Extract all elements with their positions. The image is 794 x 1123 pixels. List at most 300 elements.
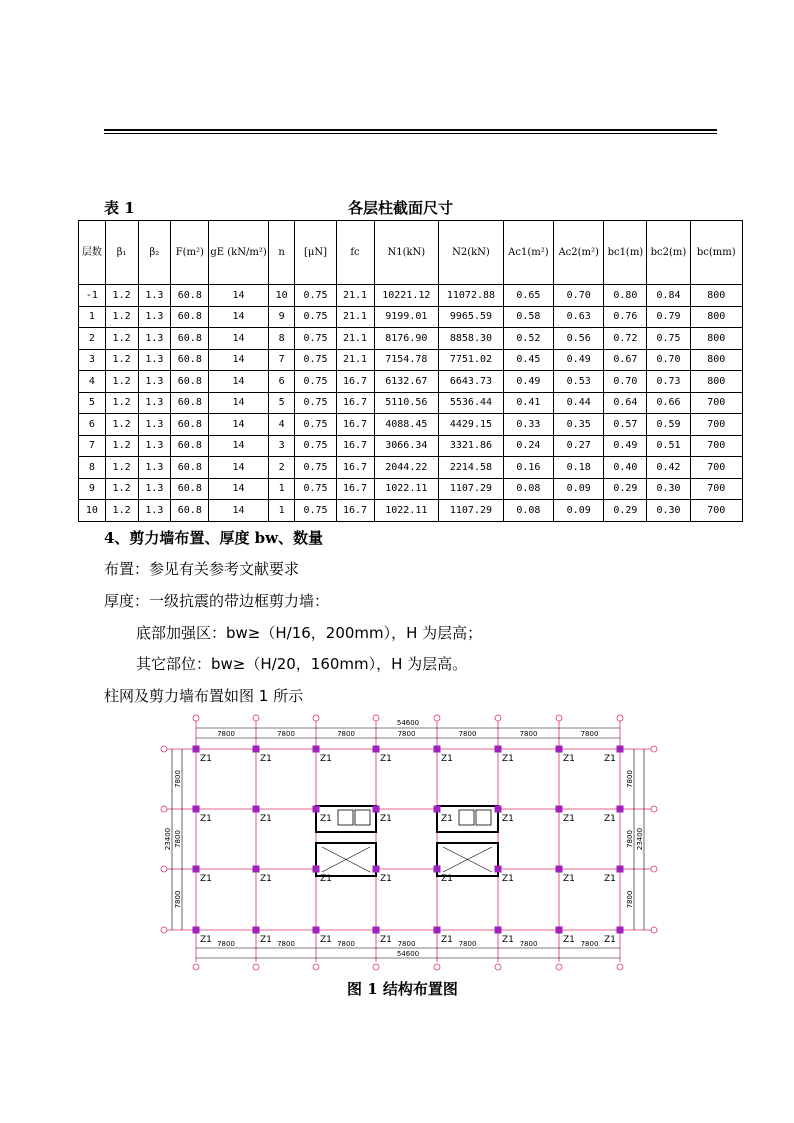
table-cell: 0.65: [503, 285, 553, 307]
column-label: Z1: [604, 814, 616, 824]
table-cell: -1: [79, 285, 106, 307]
column-label: Z1: [200, 814, 212, 824]
table-cell: 14: [209, 285, 269, 307]
column-marker: [434, 866, 441, 873]
header-rule: [104, 129, 717, 131]
column-label: Z1: [502, 754, 514, 764]
axis-bubble: [651, 866, 657, 872]
column-marker: [617, 746, 624, 753]
table-cell: 0.66: [647, 392, 690, 414]
table-cell: 0.57: [604, 414, 647, 436]
table-cell: 0.45: [503, 349, 553, 371]
table-cell: 0.67: [604, 349, 647, 371]
column-marker: [373, 806, 380, 813]
table-cell: 16.7: [336, 392, 374, 414]
table-cell: 3321.86: [439, 435, 504, 457]
table-cell: 60.8: [171, 500, 209, 522]
figure-caption: 图 1 结构布置图: [347, 980, 458, 998]
column-section-table: [78, 220, 743, 522]
table-cell: 0.24: [503, 435, 553, 457]
table-cell: 0.64: [604, 392, 647, 414]
header-cell: bc2(m): [647, 221, 690, 285]
table-cell: 1.3: [138, 414, 171, 436]
table-cell: 6: [79, 414, 106, 436]
bay-width-label: 7800: [174, 890, 182, 909]
table-cell: 1.3: [138, 392, 171, 414]
table-cell: 8858.30: [439, 328, 504, 350]
table-cell: 1.2: [105, 414, 138, 436]
table-cell: 0.30: [647, 500, 690, 522]
axis-bubble: [495, 715, 501, 721]
bay-length-label: 7800: [458, 940, 477, 948]
table-cell: 60.8: [171, 414, 209, 436]
table-cell: 8: [268, 328, 295, 350]
table-cell: 9: [79, 478, 106, 500]
table-cell: 0.49: [604, 435, 647, 457]
axis-bubble: [313, 964, 319, 970]
table-row: [79, 414, 743, 436]
table-cell: 9965.59: [439, 306, 504, 328]
table-cell: 0.35: [554, 414, 604, 436]
column-label: Z1: [563, 874, 575, 884]
table-cell: 8176.90: [374, 328, 439, 350]
table-cell: 1: [79, 306, 106, 328]
table-cell: 5: [79, 392, 106, 414]
table-cell: 6: [268, 371, 295, 393]
table-cell: 60.8: [171, 478, 209, 500]
header-cell: β₁: [105, 221, 138, 285]
column-label: Z1: [320, 814, 332, 824]
column-marker: [556, 927, 563, 934]
table-cell: 60.8: [171, 435, 209, 457]
table-cell: 0.75: [647, 328, 690, 350]
header-cell: N2(kN): [439, 221, 504, 285]
column-label: Z1: [441, 814, 453, 824]
table-cell: 21.1: [336, 306, 374, 328]
table-cell: 0.49: [554, 349, 604, 371]
header-cell: F(m²): [171, 221, 209, 285]
table-cell: 5110.56: [374, 392, 439, 414]
column-label: Z1: [320, 935, 332, 945]
table-cell: 0.29: [604, 478, 647, 500]
header-cell: bc1(m): [604, 221, 647, 285]
table-cell: 0.16: [503, 457, 553, 479]
table-cell: 1.3: [138, 500, 171, 522]
bay-length-label: 7800: [277, 940, 295, 948]
table-cell: 0.72: [604, 328, 647, 350]
column-marker: [313, 866, 320, 873]
table-cell: 700: [690, 478, 742, 500]
bay-length-label: 7800: [337, 730, 355, 738]
axis-bubble: [193, 715, 199, 721]
header-cell: gE (kN/m²): [209, 221, 269, 285]
column-label: Z1: [200, 874, 212, 884]
table-cell: 0.49: [503, 371, 553, 393]
table-cell: 2214.58: [439, 457, 504, 479]
table-cell: 1022.11: [374, 478, 439, 500]
table-cell: 60.8: [171, 285, 209, 307]
table-cell: 14: [209, 478, 269, 500]
column-marker: [373, 866, 380, 873]
bay-length-label: 7800: [580, 940, 599, 948]
table-row: [79, 478, 743, 500]
column-label: Z1: [260, 935, 272, 945]
total-width-label: 23400: [636, 827, 644, 851]
table-cell: 1.3: [138, 306, 171, 328]
layout-text: 布置：参见有关参考文献要求: [104, 560, 300, 578]
column-label: Z1: [320, 874, 332, 884]
table-row: [79, 371, 743, 393]
table-cell: 9: [268, 306, 295, 328]
table-cell: 700: [690, 435, 742, 457]
table-cell: 0.30: [647, 478, 690, 500]
table-cell: 1.2: [105, 457, 138, 479]
table-cell: 1.2: [105, 478, 138, 500]
table-cell: 1.2: [105, 349, 138, 371]
column-marker: [434, 746, 441, 753]
header-cell: fc: [336, 221, 374, 285]
table-cell: 3: [79, 349, 106, 371]
other-zone-text: 其它部位：bw≥（H/20，160mm），H 为层高。: [136, 655, 468, 673]
table-cell: 14: [209, 414, 269, 436]
column-marker: [193, 866, 200, 873]
header-cell: [μN]: [295, 221, 336, 285]
table-cell: 0.73: [647, 371, 690, 393]
table-cell: 0.79: [647, 306, 690, 328]
table-cell: 7154.78: [374, 349, 439, 371]
table-cell: 0.80: [604, 285, 647, 307]
column-marker: [495, 866, 502, 873]
axis-bubble: [161, 746, 167, 752]
table-cell: 0.08: [503, 500, 553, 522]
table-cell: 0.75: [295, 414, 336, 436]
table-body: [79, 285, 743, 522]
table-cell: 0.58: [503, 306, 553, 328]
bay-length-label: 7800: [337, 940, 355, 948]
column-label: Z1: [260, 814, 272, 824]
bay-length-label: 7800: [397, 730, 416, 738]
column-marker: [313, 746, 320, 753]
column-marker: [495, 806, 502, 813]
table-cell: 700: [690, 457, 742, 479]
table-cell: 0.76: [604, 306, 647, 328]
table-row: [79, 457, 743, 479]
column-label: Z1: [502, 874, 514, 884]
table-cell: 3: [268, 435, 295, 457]
column-marker: [253, 746, 260, 753]
table-cell: 800: [690, 349, 742, 371]
axis-bubble: [253, 964, 259, 970]
axis-bubble: [253, 715, 259, 721]
table-cell: 60.8: [171, 371, 209, 393]
header-cell: N1(kN): [374, 221, 439, 285]
header-cell: β₂: [138, 221, 171, 285]
table-row: [79, 392, 743, 414]
column-marker: [495, 927, 502, 934]
table-cell: 1: [268, 500, 295, 522]
table-cell: 1.2: [105, 500, 138, 522]
table-cell: 16.7: [336, 457, 374, 479]
table-title: 各层柱截面尺寸: [348, 199, 454, 217]
axis-bubble: [434, 715, 440, 721]
table-cell: 0.33: [503, 414, 553, 436]
header-rule-thin: [104, 133, 717, 134]
table-cell: 14: [209, 349, 269, 371]
table-cell: 700: [690, 414, 742, 436]
table-cell: 1: [268, 478, 295, 500]
table-cell: 0.41: [503, 392, 553, 414]
table-cell: 14: [209, 457, 269, 479]
column-marker: [373, 927, 380, 934]
column-marker: [193, 927, 200, 934]
column-marker: [434, 927, 441, 934]
table-row: [79, 349, 743, 371]
axis-bubble: [556, 964, 562, 970]
column-label: Z1: [200, 754, 212, 764]
axis-bubble: [651, 927, 657, 933]
column-marker: [373, 746, 380, 753]
bay-length-label: 7800: [277, 730, 295, 738]
column-marker: [617, 866, 624, 873]
column-label: Z1: [441, 754, 453, 764]
bay-length-label: 7800: [519, 730, 538, 738]
table-cell: 2: [79, 328, 106, 350]
table-cell: 4088.45: [374, 414, 439, 436]
bay-length-label: 7800: [519, 940, 538, 948]
table-cell: 0.75: [295, 478, 336, 500]
column-label: Z1: [502, 935, 514, 945]
table-cell: 1.3: [138, 435, 171, 457]
axis-bubble: [617, 715, 623, 721]
table-cell: 5536.44: [439, 392, 504, 414]
table-cell: 8: [79, 457, 106, 479]
header-cell: 层数: [79, 221, 106, 285]
header-cell: Ac1(m²): [503, 221, 553, 285]
bay-width-label: 7800: [174, 830, 182, 848]
table-cell: 0.56: [554, 328, 604, 350]
table-cell: 0.70: [647, 349, 690, 371]
thickness-text: 厚度：一级抗震的带边框剪力墙：: [104, 592, 330, 610]
column-marker: [617, 927, 624, 934]
bottom-zone-text: 底部加强区：bw≥（H/16，200mm），H 为层高；: [136, 624, 483, 642]
table-cell: 14: [209, 371, 269, 393]
structural-layout-drawing: [158, 712, 664, 974]
table-cell: 10: [79, 500, 106, 522]
table-cell: 6643.73: [439, 371, 504, 393]
table-cell: 0.75: [295, 392, 336, 414]
table-cell: 1.3: [138, 371, 171, 393]
table-cell: 16.7: [336, 500, 374, 522]
table-cell: 1.2: [105, 371, 138, 393]
table-cell: 14: [209, 392, 269, 414]
axis-bubble: [373, 715, 379, 721]
column-label: Z1: [380, 935, 392, 945]
table-cell: 0.75: [295, 306, 336, 328]
table-cell: 700: [690, 500, 742, 522]
table-cell: 700: [690, 392, 742, 414]
table-cell: 1107.29: [439, 478, 504, 500]
table-cell: 0.70: [604, 371, 647, 393]
table-cell: 16.7: [336, 478, 374, 500]
table-cell: 0.42: [647, 457, 690, 479]
table-cell: 1.3: [138, 457, 171, 479]
table-cell: 0.84: [647, 285, 690, 307]
axis-bubble: [651, 746, 657, 752]
table-cell: 1.2: [105, 328, 138, 350]
table-cell: 0.53: [554, 371, 604, 393]
column-label: Z1: [380, 874, 392, 884]
axis-bubble: [313, 715, 319, 721]
table-cell: 16.7: [336, 371, 374, 393]
table-cell: 7: [79, 435, 106, 457]
axis-bubble: [651, 806, 657, 812]
table-cell: 0.18: [554, 457, 604, 479]
table-cell: 0.75: [295, 457, 336, 479]
header-cell: Ac2(m²): [554, 221, 604, 285]
total-length-label: 54600: [396, 719, 420, 727]
table-cell: 14: [209, 435, 269, 457]
column-label: Z1: [563, 754, 575, 764]
table-cell: 14: [209, 306, 269, 328]
table-cell: 0.63: [554, 306, 604, 328]
axis-bubble: [161, 866, 167, 872]
table-header-row: [79, 221, 743, 285]
column-marker: [193, 746, 200, 753]
section-heading: 4、剪力墙布置、厚度 bw、数量: [104, 529, 324, 547]
table-cell: 1.3: [138, 285, 171, 307]
table-row: [79, 306, 743, 328]
table-cell: 1.2: [105, 306, 138, 328]
column-marker: [313, 806, 320, 813]
table-cell: 1107.29: [439, 500, 504, 522]
table-cell: 2: [268, 457, 295, 479]
axis-bubble: [373, 964, 379, 970]
table-cell: 1.3: [138, 328, 171, 350]
column-label: Z1: [380, 814, 392, 824]
axis-bubble: [161, 806, 167, 812]
table-cell: 0.52: [503, 328, 553, 350]
axis-bubble: [617, 964, 623, 970]
table-cell: 1.2: [105, 285, 138, 307]
header-cell: n: [268, 221, 295, 285]
table-cell: 0.75: [295, 285, 336, 307]
column-label: Z1: [563, 814, 575, 824]
table-label: 表 1: [104, 199, 135, 217]
table-cell: 1.2: [105, 435, 138, 457]
table-cell: 0.75: [295, 435, 336, 457]
column-label: Z1: [604, 935, 616, 945]
table-cell: 0.51: [647, 435, 690, 457]
table-cell: 0.09: [554, 478, 604, 500]
bay-length-label: 7800: [458, 730, 477, 738]
table-cell: 16.7: [336, 435, 374, 457]
column-marker: [556, 866, 563, 873]
axis-bubble: [161, 927, 167, 933]
bay-length-label: 7800: [397, 940, 416, 948]
table-cell: 1.2: [105, 392, 138, 414]
table-cell: 9199.01: [374, 306, 439, 328]
column-marker: [617, 806, 624, 813]
table-cell: 0.75: [295, 500, 336, 522]
column-label: Z1: [380, 754, 392, 764]
bay-width-label: 7800: [174, 770, 182, 788]
table-cell: 800: [690, 285, 742, 307]
table-cell: 14: [209, 328, 269, 350]
table-cell: 1.3: [138, 349, 171, 371]
column-marker: [556, 806, 563, 813]
table-cell: 1.3: [138, 478, 171, 500]
column-label: Z1: [200, 935, 212, 945]
table-cell: 0.44: [554, 392, 604, 414]
column-marker: [193, 806, 200, 813]
table-cell: 0.59: [647, 414, 690, 436]
column-marker: [253, 806, 260, 813]
table-cell: 800: [690, 306, 742, 328]
figure-reference-text: 柱网及剪力墙布置如图 1 所示: [104, 687, 304, 705]
table-cell: 60.8: [171, 328, 209, 350]
table-cell: 10221.12: [374, 285, 439, 307]
table-cell: 11072.88: [439, 285, 504, 307]
column-label: Z1: [604, 754, 616, 764]
table-cell: 16.7: [336, 414, 374, 436]
column-marker: [434, 806, 441, 813]
table-cell: 60.8: [171, 457, 209, 479]
table-cell: 2044.22: [374, 457, 439, 479]
column-label: Z1: [563, 935, 575, 945]
table-row: [79, 500, 743, 522]
bay-width-label: 7800: [626, 830, 634, 848]
column-marker: [495, 746, 502, 753]
table-row: [79, 328, 743, 350]
bay-length-label: 7800: [217, 940, 235, 948]
table-cell: 4: [268, 414, 295, 436]
table-cell: 21.1: [336, 328, 374, 350]
table-row: [79, 435, 743, 457]
table-cell: 0.70: [554, 285, 604, 307]
column-label: Z1: [502, 814, 514, 824]
total-length-label: 54600: [396, 950, 420, 958]
table-row: [79, 285, 743, 307]
axis-bubble: [495, 964, 501, 970]
table-cell: 0.27: [554, 435, 604, 457]
table-cell: 0.09: [554, 500, 604, 522]
table-cell: 0.75: [295, 328, 336, 350]
table-cell: 0.40: [604, 457, 647, 479]
table-cell: 7751.02: [439, 349, 504, 371]
column-marker: [313, 927, 320, 934]
column-label: Z1: [441, 935, 453, 945]
table-cell: 5: [268, 392, 295, 414]
table-cell: 4: [79, 371, 106, 393]
table-cell: 3066.34: [374, 435, 439, 457]
table-cell: 10: [268, 285, 295, 307]
bay-length-label: 7800: [580, 730, 599, 738]
header-cell: bc(mm): [690, 221, 742, 285]
column-label: Z1: [320, 754, 332, 764]
axis-bubble: [193, 964, 199, 970]
table-cell: 60.8: [171, 392, 209, 414]
axis-bubble: [434, 964, 440, 970]
table-cell: 21.1: [336, 349, 374, 371]
column-label: Z1: [604, 874, 616, 884]
table-cell: 0.29: [604, 500, 647, 522]
table-cell: 1022.11: [374, 500, 439, 522]
column-label: Z1: [260, 754, 272, 764]
column-label: Z1: [260, 874, 272, 884]
column-marker: [253, 866, 260, 873]
table-cell: 14: [209, 500, 269, 522]
table-cell: 60.8: [171, 349, 209, 371]
